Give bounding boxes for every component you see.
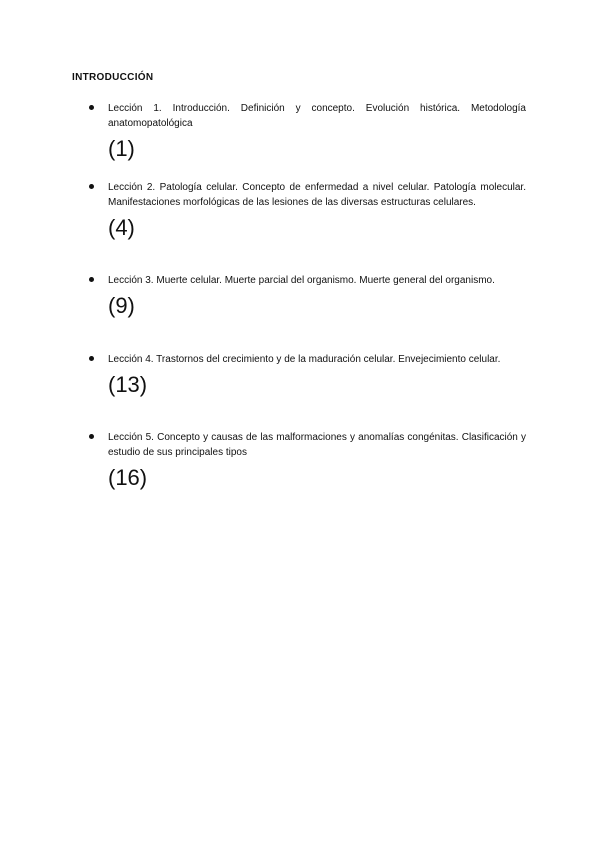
lesson-text: Lección 1. Introducción. Definición y concepto. Evolución histórica. Metodología anatomopatológica bbox=[108, 103, 526, 129]
bullet-icon bbox=[89, 277, 94, 282]
bullet-icon bbox=[89, 356, 94, 361]
bullet-icon bbox=[89, 184, 94, 189]
lesson-page-number: (4) bbox=[108, 215, 135, 240]
lesson-page-number: (9) bbox=[108, 293, 135, 318]
lesson-item bbox=[108, 273, 526, 318]
lesson-item bbox=[108, 352, 526, 397]
lesson-text: Lección 3. Muerte celular. Muerte parcial del organismo. Muerte general del organismo. bbox=[108, 275, 495, 286]
lesson-item bbox=[108, 430, 526, 490]
bullet-icon bbox=[89, 105, 94, 110]
lesson-text: Lección 5. Concepto y causas de las malformaciones y anomalías congénitas. Clasificación y estudio de sus principales tipos bbox=[108, 432, 526, 458]
lesson-page-number: (1) bbox=[108, 136, 135, 161]
lesson-text: Lección 4. Trastornos del crecimiento y de la maduración celular. Envejecimiento celular. bbox=[108, 354, 501, 365]
lesson-text: Lección 2. Patología celular. Concepto de enfermedad a nivel celular. Patología molecular. Manifestaciones morfológicas de las lesiones de las diversas estructuras celulares. bbox=[108, 182, 526, 208]
lesson-page-number: (13) bbox=[108, 372, 148, 397]
lesson-page-number: (16) bbox=[108, 465, 148, 490]
lesson-item bbox=[108, 101, 526, 161]
lesson-item bbox=[108, 180, 526, 240]
section-title: INTRODUCCIÓN bbox=[72, 72, 154, 83]
bullet-icon bbox=[89, 434, 94, 439]
